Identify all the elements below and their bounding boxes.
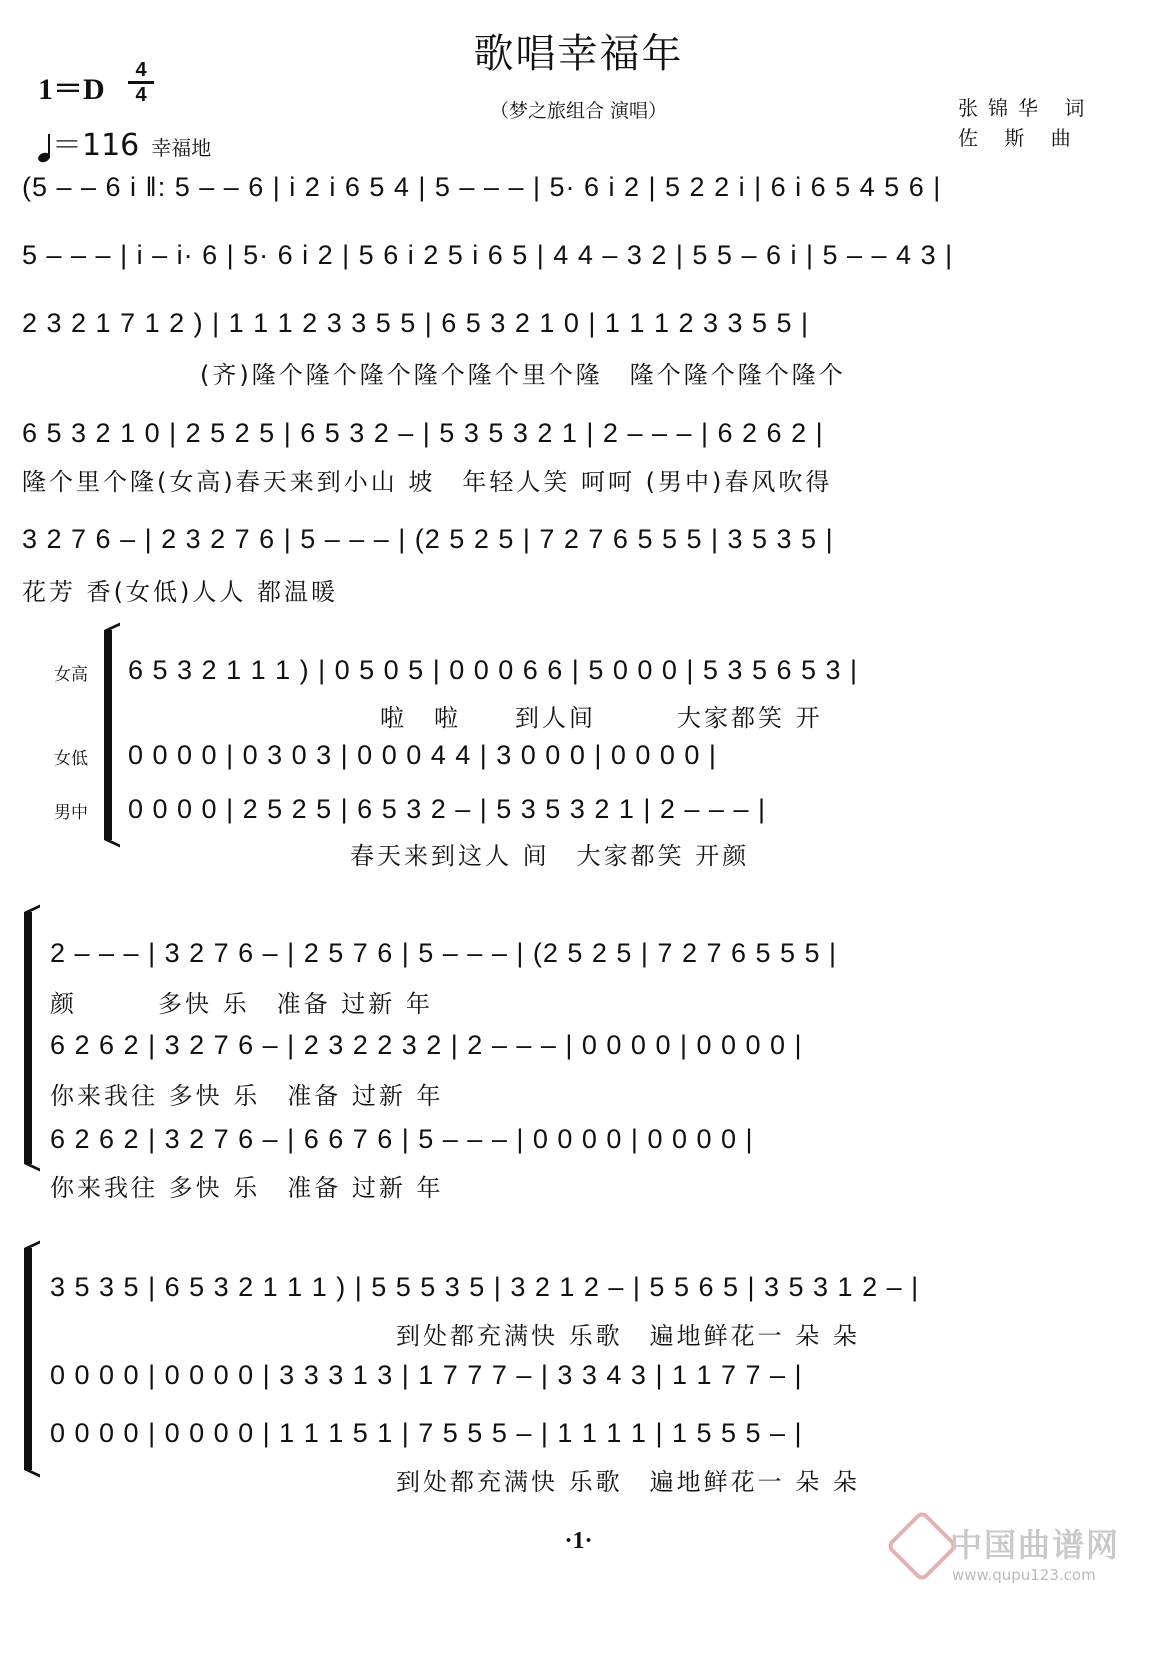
mood-marking: 幸福地	[151, 136, 212, 160]
sys1-baritone-staff: 0 0 0 0 | 2 5 2 5 | 6 5 3 2 – | 5 3 5 3 2 1 | 2 – – – |	[128, 794, 766, 824]
sys2-soprano-staff: 2 – – – | 3 2 7 6 – | 2 5 7 6 | 5 – – – | (2 5 2 5 | 7 2 7 6 5 5 5 |	[50, 938, 838, 968]
page-number: ·1·	[564, 1528, 593, 1554]
key-signature: 1＝D	[38, 73, 105, 106]
watermark-text: 中国曲谱网	[950, 1527, 1121, 1563]
lyric-row-5: 花芳 香(女低)人人 都温暖	[22, 578, 338, 606]
staff-row-3: 2 3 2 1 7 1 2 ) | 1 1 1 2 3 3 5 5 | 6 5 3 2 1 0 | 1 1 1 2 3 3 5 5 |	[22, 308, 810, 338]
sys3-baritone-lyric: 到处都充满快 乐歌 遍地鲜花一 朵 朵	[396, 1468, 860, 1496]
sys1-alto-staff: 0 0 0 0 | 0 3 0 3 | 0 0 0 4 4 | 3 0 0 0 | 0 0 0 0 |	[128, 740, 717, 770]
song-title: 歌唱幸福年	[473, 31, 684, 77]
lyricist-credit: 张锦华 词	[958, 96, 1095, 120]
time-signature-top: 4	[135, 59, 147, 81]
lyric-row-3: (齐)隆个隆个隆个隆个隆个里个隆 隆个隆个隆个隆个	[200, 361, 846, 389]
lyric-row-4: 隆个里个隆(女高)春天来到小山 坡 年轻人笑 呵呵 (男中)春风吹得	[22, 468, 833, 496]
voice-label-baritone: 男中	[54, 803, 88, 823]
sys2-alto-staff: 6 2 6 2 | 3 2 7 6 – | 2 3 2 2 3 2 | 2 – – – | 0 0 0 0 | 0 0 0 0 |	[50, 1030, 803, 1060]
tempo-value: ＝116	[52, 128, 140, 163]
watermark-logo-icon	[885, 1509, 959, 1583]
voice-label-soprano: 女高	[54, 665, 88, 685]
staff-row-4: 6 5 3 2 1 0 | 2 5 2 5 | 6 5 3 2 – | 5 3 5 3 2 1 | 2 – – – | 6 2 6 2 |	[22, 418, 824, 448]
watermark-url: www.qupu123.com	[952, 1566, 1096, 1584]
time-signature-bottom: 4	[135, 84, 147, 106]
sys1-soprano-staff: 6 5 3 2 1 1 1 ) | 0 5 0 5 | 0 0 0 6 6 | 5 0 0 0 | 5 3 5 6 5 3 |	[128, 655, 859, 685]
voice-label-alto: 女低	[54, 749, 88, 769]
composer-credit: 佐 斯 曲	[958, 126, 1081, 150]
sys1-soprano-lyric: 啦 啦 到人间 大家都笑 开	[380, 704, 823, 732]
staff-row-1: (5 – – 6 i ‖: 5 – – 6 | i 2 i 6 5 4 | 5 – – – | 5· 6 i 2 | 5 2 2 i | 6 i 6 5 4 5 6 |	[22, 172, 942, 202]
sys3-alto-staff: 0 0 0 0 | 0 0 0 0 | 3 3 3 1 3 | 1 7 7 7 – | 3 3 4 3 | 1 1 7 7 – |	[50, 1360, 803, 1390]
system-bracket-1	[104, 630, 112, 840]
sys2-alto-lyric: 你来我往 多快 乐 准备 过新 年	[50, 1082, 444, 1110]
sys2-soprano-lyric: 颜 多快 乐 准备 过新 年	[50, 990, 433, 1018]
sys1-baritone-lyric: 春天来到这人 间 大家都笑 开颜	[350, 842, 750, 870]
system-bracket-2	[24, 912, 32, 1164]
time-signature	[128, 60, 154, 105]
tempo-marking	[38, 120, 211, 164]
staff-row-5: 3 2 7 6 – | 2 3 2 7 6 | 5 – – – | (2 5 2 5 | 7 2 7 6 5 5 5 | 3 5 3 5 |	[22, 524, 834, 554]
system-bracket-3	[24, 1248, 32, 1470]
performer-credit: （梦之旅组合 演唱）	[489, 100, 668, 122]
sys3-soprano-staff: 3 5 3 5 | 6 5 3 2 1 1 1 ) | 5 5 5 3 5 | 3 2 1 2 – | 5 5 6 5 | 3 5 3 1 2 – |	[50, 1272, 920, 1302]
sys3-soprano-lyric: 到处都充满快 乐歌 遍地鲜花一 朵 朵	[396, 1322, 860, 1350]
sys3-baritone-staff: 0 0 0 0 | 0 0 0 0 | 1 1 1 5 1 | 7 5 5 5 – | 1 1 1 1 | 1 5 5 5 – |	[50, 1418, 803, 1448]
sys2-baritone-staff: 6 2 6 2 | 3 2 7 6 – | 6 6 7 6 | 5 – – – | 0 0 0 0 | 0 0 0 0 |	[50, 1124, 754, 1154]
quarter-note-icon	[38, 134, 52, 164]
sys2-baritone-lyric: 你来我往 多快 乐 准备 过新 年	[50, 1174, 444, 1202]
staff-row-2: 5 – – – | i – i· 6 | 5· 6 i 2 | 5 6 i 2 5 i 6 5 | 4 4 – 3 2 | 5 5 – 6 i | 5 – – 4 3 |	[22, 240, 954, 270]
